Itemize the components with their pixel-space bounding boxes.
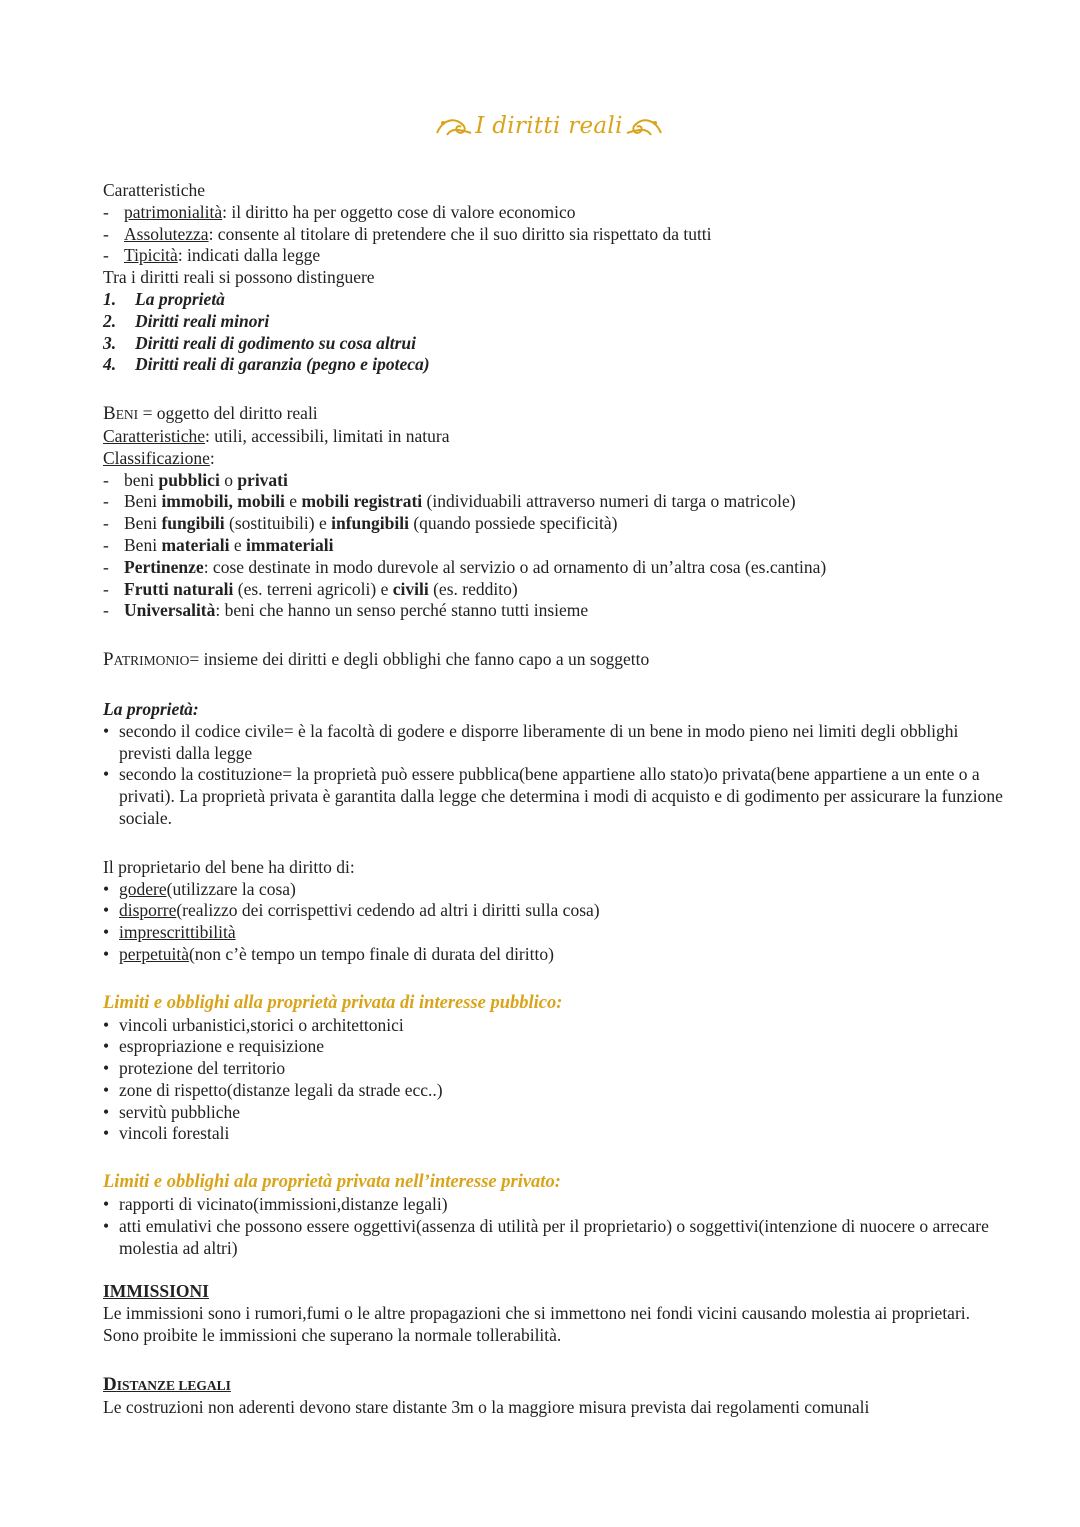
list-item: • secondo il codice civile= è la facoltà di godere e disporre liberamente di un bene in modo pieno nei limiti degli obblighi previsti dalla legge xyxy=(103,720,959,763)
list-item: - Pertinenze: cose destinate in modo durevole al servizio o ad ornamento di un’altra cosa (es.cantina) xyxy=(103,556,827,577)
list-item: • vincoli forestali xyxy=(103,1123,230,1144)
list-item: • atti emulativi che possono essere oggettivi(assenza di utilità per il proprietario) o soggettivi(intenzione di nuocere o arrecare molestia ad altri) xyxy=(103,1215,989,1258)
list-item: 2. Diritti reali minori xyxy=(103,310,270,331)
list-item: - beni pubblici o privati xyxy=(103,469,288,490)
list-item: • servitù pubbliche xyxy=(103,1101,241,1122)
list-item: 3. Diritti reali di godimento su cosa altrui xyxy=(103,332,417,353)
proprieta-heading: La proprietà: xyxy=(103,698,199,719)
list-item: • espropriazione e requisizione xyxy=(103,1036,325,1057)
list-item: 4. Diritti reali di garanzia (pegno e ipoteca) xyxy=(103,354,430,375)
list-item: • rapporti di vicinato(immissioni,distanze legali) xyxy=(103,1194,448,1215)
distinguere-intro: Tra i diritti reali si possono distinguere xyxy=(103,267,375,288)
list-item: • vincoli urbanistici,storici o architettonici xyxy=(103,1014,404,1035)
title-row xyxy=(99,108,999,144)
list-item: - Tipicità: indicati dalla legge xyxy=(103,245,321,266)
flourish-right-icon xyxy=(623,111,665,141)
list-item: • protezione del territorio xyxy=(103,1058,286,1079)
distanze-text: Le costruzioni non aderenti devono stare distante 3m o la maggiore misura prevista dai regolamenti comunali xyxy=(103,1396,870,1417)
list-item: • disporre(realizzo dei corrispettivi cedendo ad altri i diritti sulla cosa) xyxy=(103,900,600,921)
list-item: - Beni immobili, mobili e mobili registrati (individuabili attraverso numeri di targa o matricole) xyxy=(103,491,796,512)
document-body xyxy=(103,180,1003,1418)
list-item: 1. La proprietà xyxy=(103,288,225,309)
beni-caratteristiche: Caratteristiche: utili, accessibili, limitati in natura xyxy=(103,425,450,446)
list-item: - Assolutezza: consente al titolare di pretendere che il suo diritto sia rispettato da tutti xyxy=(103,223,712,244)
immissioni-heading: IMMISSIONI xyxy=(103,1281,209,1302)
limiti-pubblico-heading: Limiti e obblighi alla proprietà privata di interesse pubblico: xyxy=(103,992,563,1013)
list-item: • imprescrittibilità xyxy=(103,922,236,943)
patrimonio-definition: PATRIMONIO= insieme dei diritti e degli obblighi che fanno capo a un soggetto xyxy=(103,649,650,671)
list-item: - patrimonialità: il diritto ha per oggetto cose di valore economico xyxy=(103,201,576,222)
list-item: • secondo la costituzione= la proprietà può essere pubblica(bene appartiene allo stato)o privata(bene appartiene a un ente o a privati). La proprietà privata è garantita dalla legge che determina i modi di acquisto e di godimento per assicurare la funzione sociale. xyxy=(103,764,1003,828)
distanze-heading: DISTANZE LEGALI xyxy=(103,1373,231,1395)
list-item: - Universalità: beni che hanno un senso perché stanno tutti insieme xyxy=(103,600,589,621)
list-item: • godere(utilizzare la cosa) xyxy=(103,878,296,899)
list-item: - Frutti naturali (es. terreni agricoli) e civili (es. reddito) xyxy=(103,578,518,599)
list-item: • perpetuità(non c’è tempo un tempo finale di durata del diritto) xyxy=(103,943,554,964)
caratteristiche-heading: Caratteristiche xyxy=(103,180,206,200)
immissioni-text: Le immissioni sono i rumori,fumi o le altre propagazioni che si immettono nei fondi vicini causando molestia ai proprietari. Sono proibite le immissioni che superano la normale tollerabilità. xyxy=(103,1303,971,1346)
list-item: - Beni materiali e immateriali xyxy=(103,534,334,555)
beni-classificazione: Classificazione: xyxy=(103,447,215,468)
proprietario-intro: Il proprietario del bene ha diritto di: xyxy=(103,856,355,877)
document-title: I diritti reali xyxy=(475,113,623,139)
list-item: • zone di rispetto(distanze legali da strade ecc..) xyxy=(103,1079,443,1100)
beni-definition: BENI = oggetto del diritto reali xyxy=(103,403,318,425)
list-item: - Beni fungibili (sostituibili) e infungibili (quando possiede specificità) xyxy=(103,513,618,534)
limiti-privato-heading: Limiti e obblighi ala proprietà privata nell’interesse privato: xyxy=(103,1172,561,1193)
flourish-left-icon xyxy=(433,111,475,141)
